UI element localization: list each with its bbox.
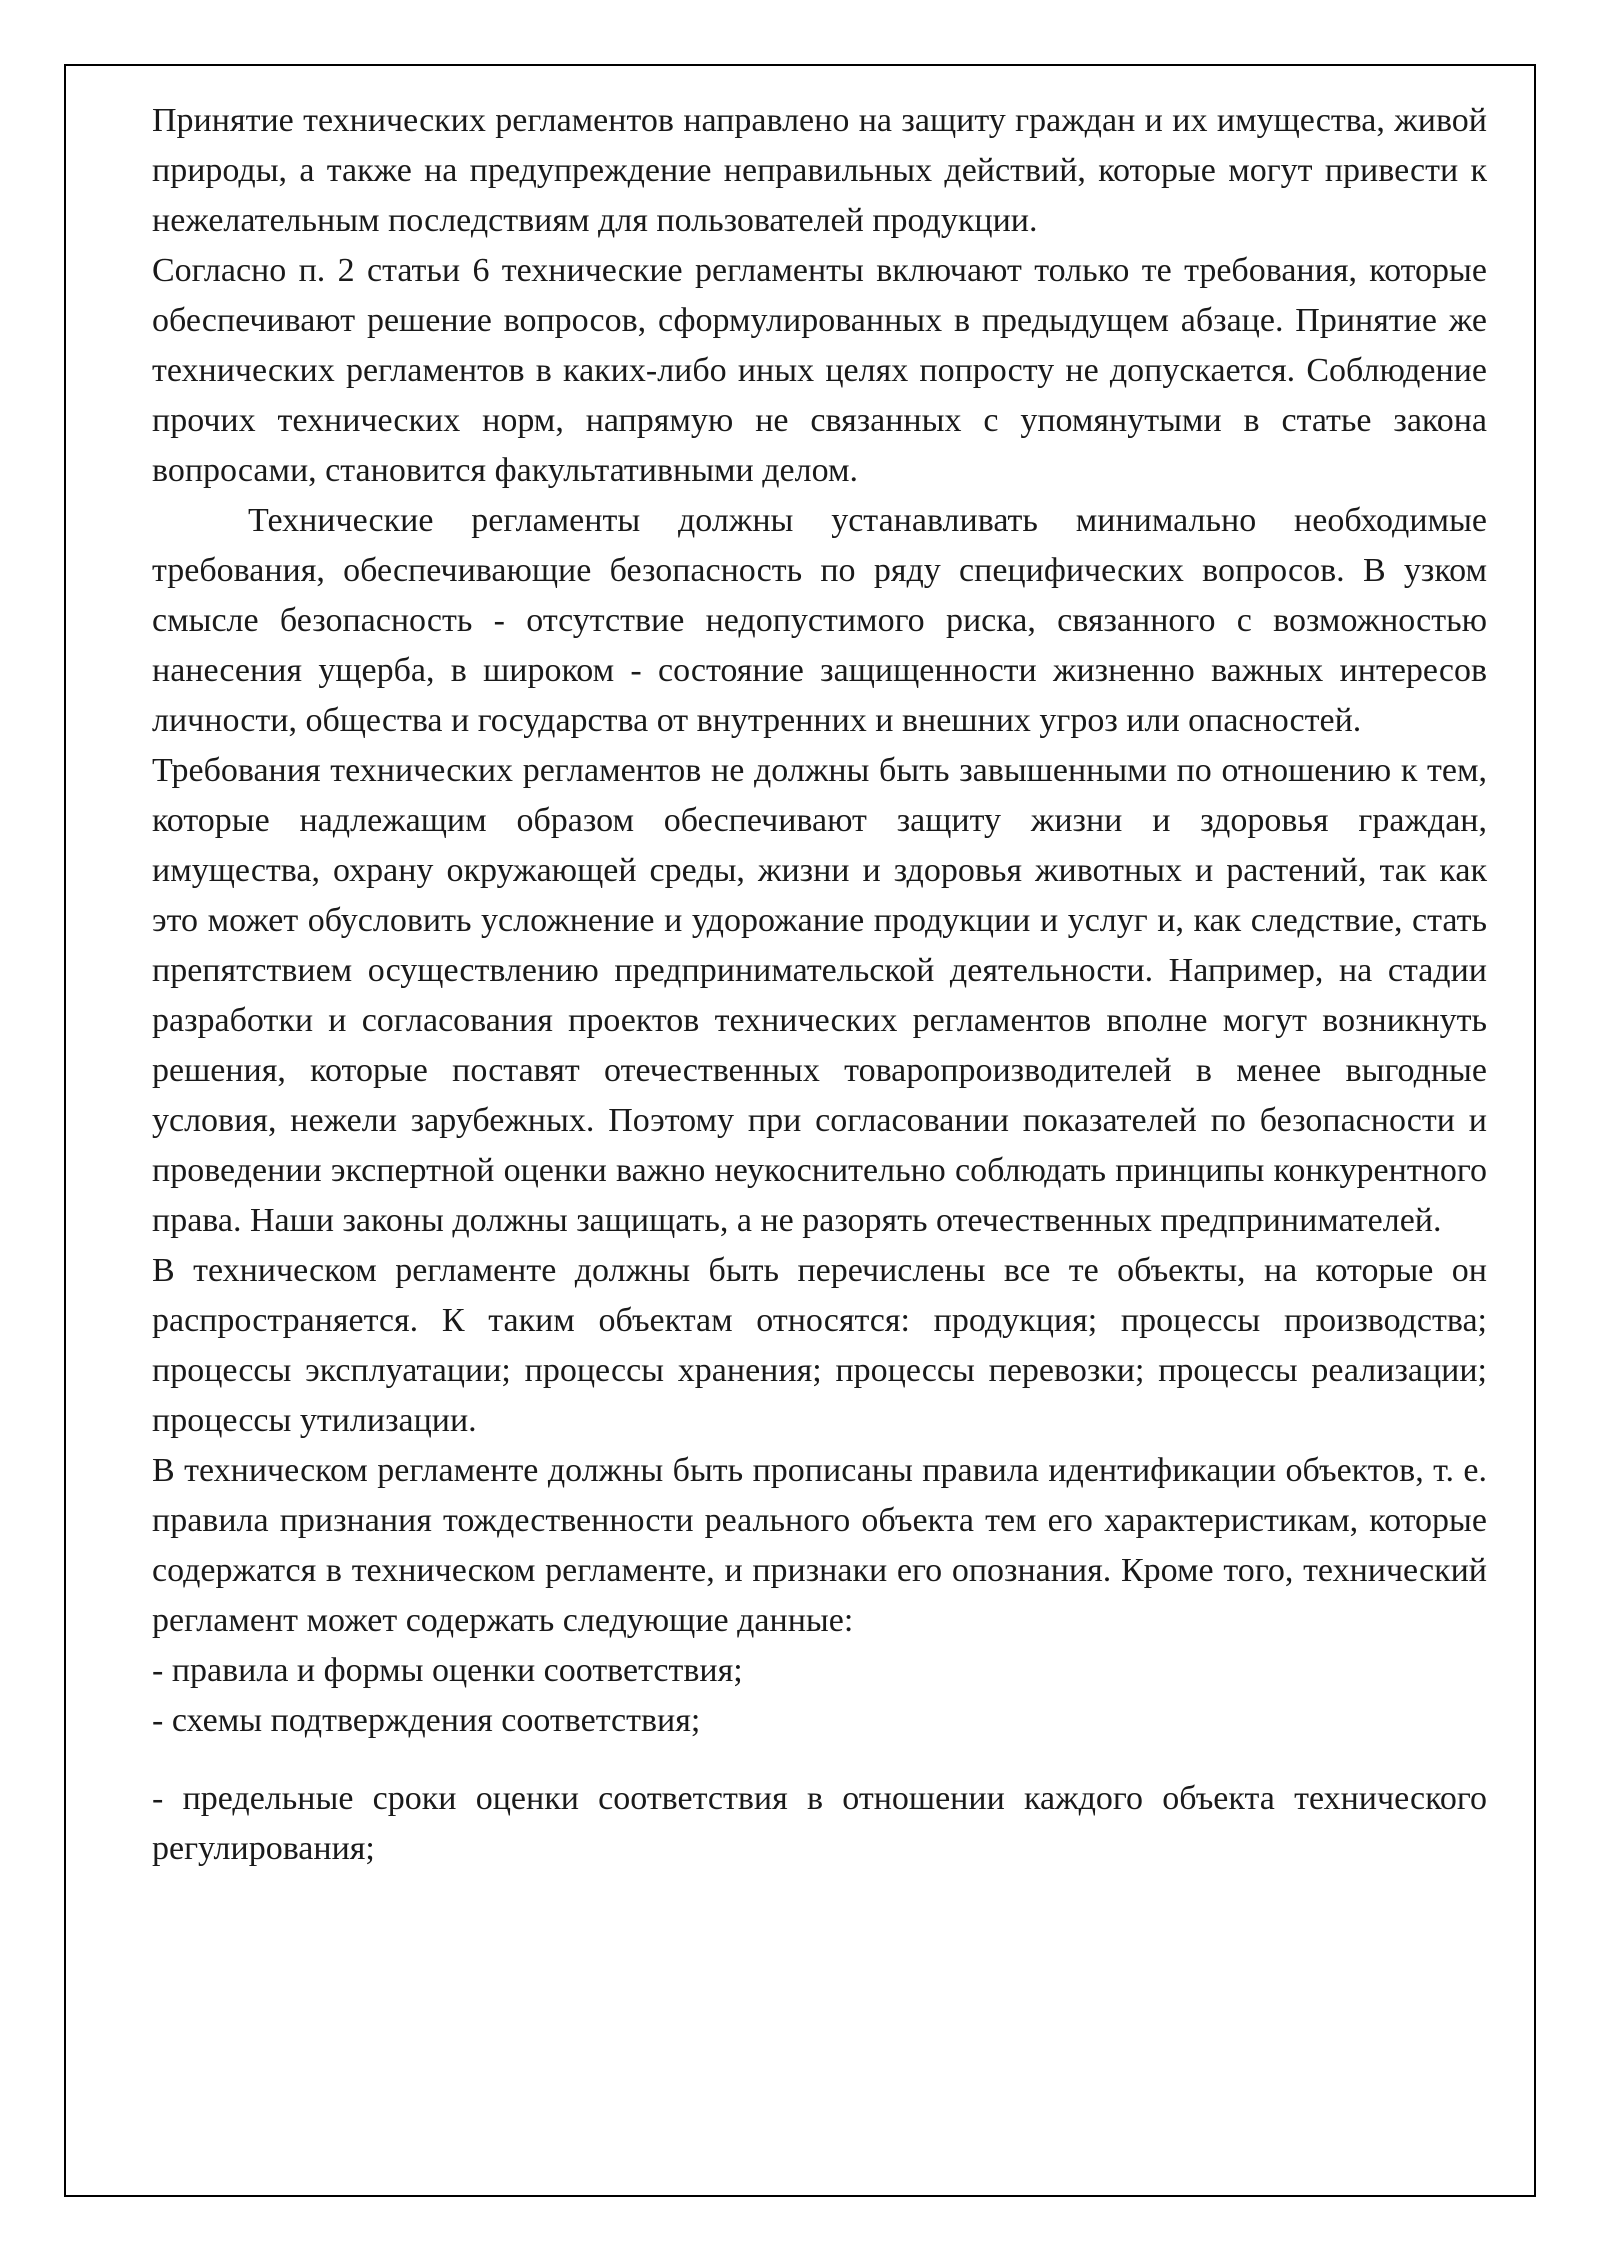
list-item: - схемы подтверждения соответствия; — [152, 1702, 701, 1739]
list-item: - предельные сроки оценки соответствия в отношении каждого объекта технического регулирования; — [152, 1780, 1487, 1867]
paragraph-2: Согласно п. 2 статьи 6 технические регламенты включают только те требования, которые обеспечивают решение вопросов, сформулированных в предыдущем абзаце. Принятие же технических регламентов в каких-либо иных целях попросту не допускается. Соблюдение прочих технических норм, напрямую не связанных с упомянутыми в статье закона вопросами, становится факультативными делом. — [152, 252, 1487, 489]
document-body — [152, 96, 1487, 1874]
paragraph-1: Принятие технических регламентов направлено на защиту граждан и их имущества, живой природы, а также на предупреждение неправильных действий, которые могут привести к нежелательным последствиям для пользователей продукции. — [152, 102, 1487, 239]
paragraph-6: В техническом регламенте должны быть прописаны правила идентификации объектов, т. е. правила признания тождественности реального объекта тем его характеристикам, которые содержатся в техническом регламенте, и признаки его опознания. Кроме того, технический регламент может содержать следующие данные: — [152, 1452, 1487, 1639]
paragraph-4: Требования технических регламентов не должны быть завышенными по отношению к тем, которые надлежащим образом обеспечивают защиту жизни и здоровья граждан, имущества, охрану окружающей среды, жизни и здоровья животных и растений, так как это может обусловить усложнение и удорожание продукции и услуг и, как следствие, стать препятствием осуществлению предпринимательской деятельности. Например, на стадии разработки и согласования проектов технических регламентов вполне могут возникнуть решения, которые поставят отечественных товаропроизводителей в менее выгодные условия, нежели зарубежных. Поэтому при согласовании показателей по безопасности и проведении экспертной оценки важно неукоснительно соблюдать принципы конкурентного права. Наши законы должны защищать, а не разорять отечественных предпринимателей. — [152, 752, 1487, 1239]
list-item: - правила и формы оценки соответствия; — [152, 1652, 743, 1689]
paragraph-5: В техническом регламенте должны быть перечислены все те объекты, на которые он распространяется. К таким объектам относятся: продукция; процессы производства; процессы эксплуатации; процессы хранения; процессы перевозки; процессы реализации; процессы утилизации. — [152, 1252, 1487, 1439]
paragraph-3: Технические регламенты должны устанавливать минимально необходимые требования, обеспечивающие безопасность по ряду специфических вопросов. В узком смысле безопасность - отсутствие недопустимого риска, связанного с возможностью нанесения ущерба, в широком - состояние защищенности жизненно важных интересов личности, общества и государства от внутренних и внешних угроз или опасностей. — [152, 502, 1487, 739]
